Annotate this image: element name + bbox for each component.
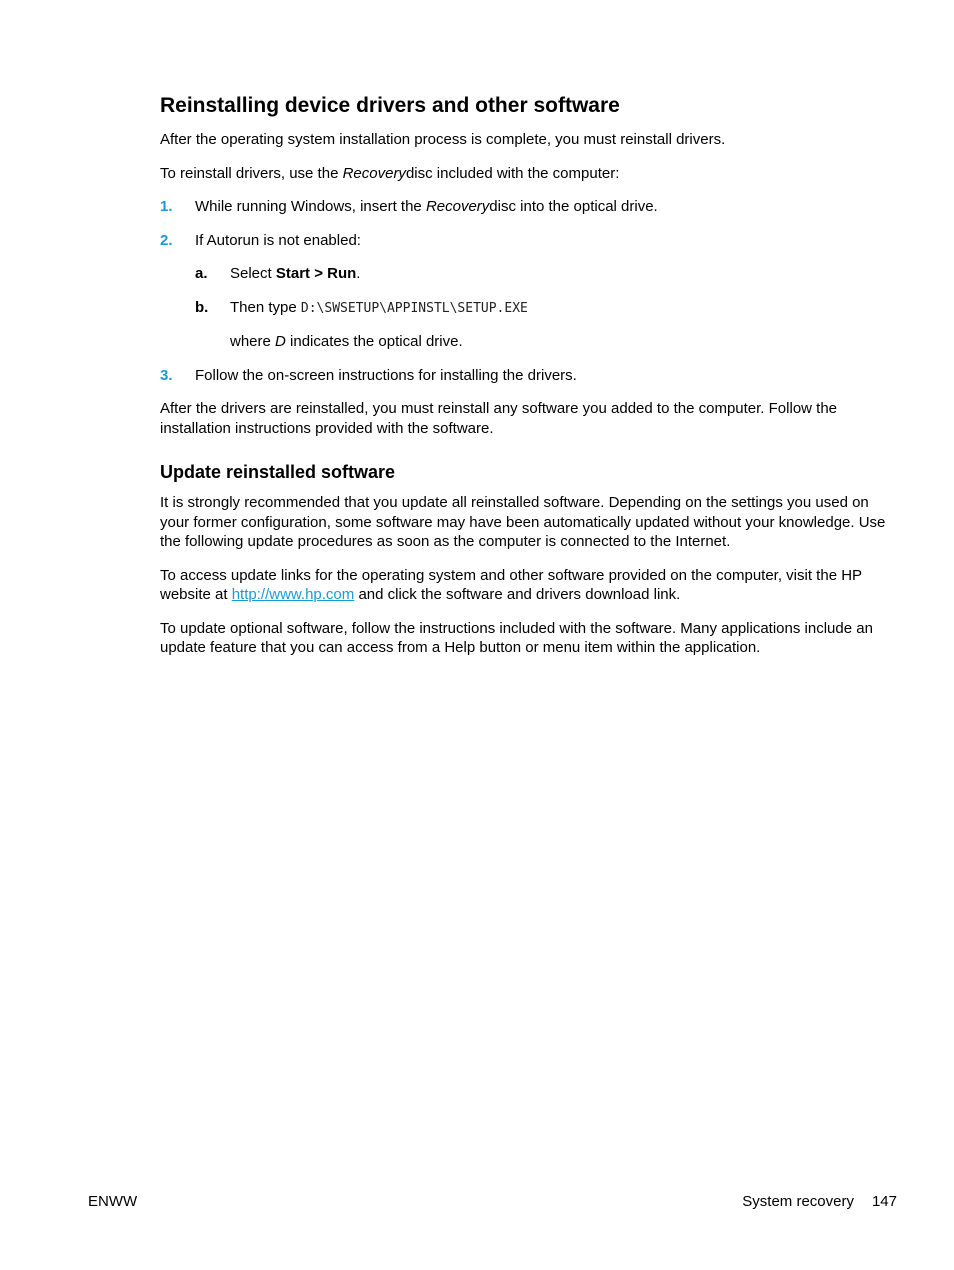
intro-paragraph: After the operating system installation process is complete, you must reinstall drivers. (160, 131, 726, 148)
step-3 (160, 366, 890, 386)
section-heading: Reinstalling device drivers and other software (160, 94, 620, 117)
update-paragraph-3: To update optional software, follow the instructions included with the software. Many applications include an update feature that you can access from a Help button or menu item within the application. (160, 619, 873, 656)
footer-page-info (742, 1192, 897, 1211)
text-span: indicates the optical drive. (285, 333, 463, 350)
substep-b (160, 298, 890, 319)
text-span: Select (230, 265, 276, 282)
text-span: where (230, 333, 276, 350)
bold-command: Start > Run (275, 265, 357, 282)
step-text: Follow the on-screen instructions for installing the drivers. (195, 366, 577, 384)
subsection-heading: Update reinstalled software (160, 462, 396, 482)
text-span: . (356, 265, 361, 282)
italic-term: Recovery (425, 198, 490, 215)
update-paragraph-2 (160, 566, 890, 605)
recovery-disc-paragraph (160, 164, 890, 184)
text-span: To reinstall drivers, use the (160, 164, 343, 182)
step-number: 2. (160, 231, 173, 249)
substep-a (160, 264, 890, 284)
substep-letter: a. (195, 265, 208, 282)
footer-section: System recovery (742, 1193, 854, 1210)
text-span: While running Windows, insert the (195, 198, 426, 215)
where-note (160, 332, 890, 352)
after-drivers-paragraph: After the drivers are reinstalled, you must reinstall any software you added to the computer. Follow the installation instructions provided with the software. (160, 400, 838, 437)
text-span: Then type (230, 298, 301, 316)
text-span: disc into the optical drive. (489, 198, 658, 215)
substep-letter: b. (195, 298, 209, 316)
update-paragraph-1: It is strongly recommended that you update all reinstalled software. Depending on the settings you used on your former configuration, some software may have been automatically updated without your knowledge. Use the following update procedures as soon as the computer is connected to the Internet. (160, 494, 886, 550)
code-path: D:\SWSETUP\APPINSTL\SETUP.EXE (300, 300, 528, 316)
step-1 (160, 197, 890, 217)
steps-list (160, 197, 890, 385)
step-text: If Autorun is not enabled: (195, 231, 361, 249)
hp-website-link[interactable]: http://www.hp.com (231, 586, 355, 603)
step-2 (160, 231, 890, 251)
italic-term: Recovery (342, 164, 406, 182)
step-number: 1. (160, 198, 173, 215)
text-span: To access update links for the operating system and other software provided on the computer, visit the HP website at (160, 566, 862, 603)
step-number: 3. (160, 366, 173, 384)
text-span: disc included with the computer: (405, 164, 620, 182)
footer-edition: ENWW (88, 1193, 138, 1210)
italic-term: D (275, 333, 286, 350)
page-number: 147 (871, 1193, 897, 1210)
page-content (160, 92, 890, 672)
text-span: and click the software and drivers download link. (354, 586, 681, 603)
